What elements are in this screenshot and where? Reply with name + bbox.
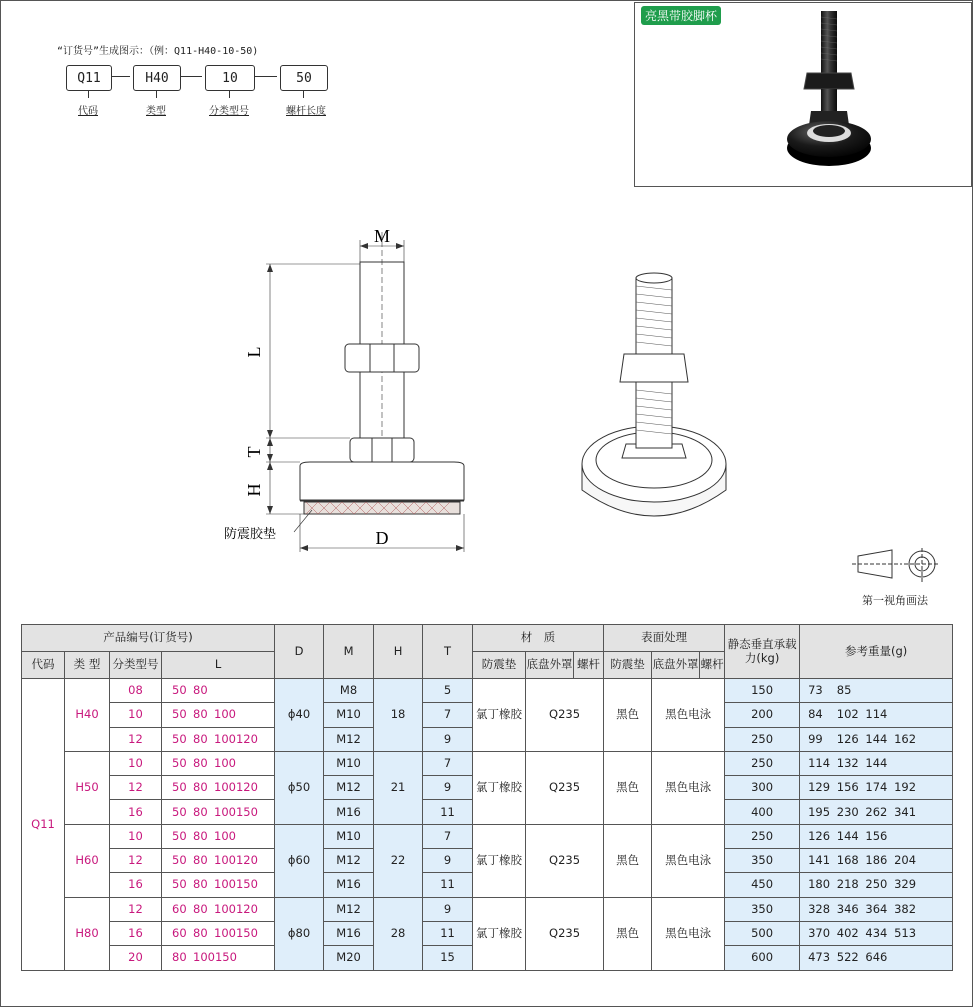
dim-label-L: L: [244, 346, 264, 358]
tick: [156, 90, 157, 98]
weight-value: 129: [808, 780, 831, 795]
L-value: 60: [172, 901, 187, 916]
L-value: 100: [214, 901, 236, 916]
cell-mat-cover: Q235: [526, 824, 604, 897]
weight-value: 162: [894, 731, 917, 746]
order-code-title: “订货号”生成图示：（例：Q11-H40-10-50): [57, 46, 259, 57]
cell-L: [162, 824, 275, 848]
label-subtype: 分类型号: [209, 106, 249, 117]
cell-D: ϕ60: [275, 824, 324, 897]
weight-value: 102: [836, 707, 859, 722]
L-value: 80: [193, 828, 208, 843]
cell-load: 500: [725, 921, 800, 945]
weight-value: 434: [865, 926, 888, 940]
weight-value: 141: [808, 853, 831, 868]
cell-T: 11: [423, 800, 473, 824]
cell-sur-pad: 黑色: [604, 824, 652, 897]
tick: [88, 90, 89, 98]
header-mat-cover: 底盘外罩: [526, 652, 574, 679]
cell-load: 200: [725, 703, 800, 727]
weight-value: 402: [836, 926, 859, 940]
cell-T: 7: [423, 751, 473, 775]
cell-load: 600: [725, 946, 800, 970]
header-sur-pad: 防震垫: [604, 652, 652, 679]
cell-T: 5: [423, 679, 473, 703]
code-box-subtype: 10: [205, 65, 255, 91]
cell-weight: [800, 946, 953, 970]
header-M: M: [324, 625, 374, 679]
L-value: 80: [193, 804, 208, 819]
L-value: 50: [172, 853, 187, 868]
cell-weight: [800, 751, 953, 775]
weight-value: 204: [894, 853, 917, 868]
cell-subtype: 10: [110, 703, 162, 727]
weight-value: 144: [836, 828, 859, 843]
cell-weight: [800, 679, 953, 703]
weight-value: 192: [894, 780, 917, 795]
L-value: 120: [235, 731, 258, 746]
L-value: 100: [214, 853, 236, 868]
header-H: H: [374, 625, 423, 679]
weight-value: 329: [894, 877, 917, 892]
L-value: 150: [235, 804, 258, 819]
spec-table: [21, 624, 953, 971]
weight-value: 328: [808, 901, 831, 916]
cell-L: [162, 776, 275, 800]
header-weight: 参考重量(g): [800, 625, 953, 679]
dash: [255, 76, 277, 77]
weight-value: 646: [865, 950, 888, 965]
cell-H: 21: [374, 751, 423, 824]
weight-value: 341: [894, 804, 917, 819]
L-value: 80: [193, 707, 208, 722]
cell-sur-pad: 黑色: [604, 751, 652, 824]
dim-label-D: D: [375, 528, 389, 548]
weight-value: 126: [808, 828, 831, 843]
table-row: [22, 679, 953, 703]
L-value: 80: [193, 683, 208, 698]
weight-value: 114: [808, 755, 831, 770]
cell-T: 9: [423, 776, 473, 800]
cell-sur-cover: 黑色电泳: [652, 897, 725, 970]
cell-weight: [800, 873, 953, 897]
L-value: 50: [172, 731, 187, 746]
header-load: 静态垂直承载力(kg): [725, 625, 800, 679]
cell-load: 350: [725, 849, 800, 873]
cell-L: [162, 800, 275, 824]
weight-value: 132: [836, 755, 859, 770]
cell-type: H80: [65, 897, 110, 970]
cell-load: 300: [725, 776, 800, 800]
cell-M: M12: [324, 727, 374, 751]
weight-value: 73: [808, 683, 823, 698]
weight-value: 168: [836, 853, 859, 868]
L-value: 80: [193, 901, 208, 916]
cell-sur-pad: 黑色: [604, 679, 652, 752]
cell-M: M16: [324, 921, 374, 945]
cell-subtype: 10: [110, 751, 162, 775]
leveling-foot-photo: [635, 3, 971, 186]
cell-L: [162, 921, 275, 945]
cell-M: M8: [324, 679, 374, 703]
cell-subtype: 20: [110, 946, 162, 970]
cell-load: 350: [725, 897, 800, 921]
cell-T: 9: [423, 849, 473, 873]
cell-L: [162, 873, 275, 897]
weight-value: 382: [894, 901, 917, 916]
header-subtype: 分类型号: [110, 652, 162, 679]
cell-subtype: 12: [110, 727, 162, 751]
L-value: 100: [214, 828, 236, 843]
cell-mat-cover: Q235: [526, 751, 604, 824]
projection-label: 第一视角画法: [862, 594, 928, 607]
cell-L: [162, 679, 275, 703]
cell-M: M20: [324, 946, 374, 970]
cell-mat-pad: 氯丁橡胶: [473, 751, 526, 824]
technical-drawing: [220, 222, 760, 562]
cell-T: 7: [423, 824, 473, 848]
cell-M: M16: [324, 800, 374, 824]
cell-sur-cover: 黑色电泳: [652, 824, 725, 897]
weight-value: 85: [836, 683, 852, 698]
L-value: 80: [193, 877, 208, 892]
cell-subtype: 16: [110, 921, 162, 945]
L-value: 50: [172, 804, 187, 819]
L-value: 120: [235, 780, 258, 795]
cell-sur-cover: 黑色电泳: [652, 751, 725, 824]
table-row: [22, 824, 953, 848]
pad-label: 防震胶垫: [224, 526, 277, 541]
weight-value: 346: [836, 901, 859, 916]
product-photo-frame: [634, 2, 972, 187]
weight-value: 195: [808, 804, 831, 819]
L-value: 80: [193, 755, 208, 770]
weight-value: 230: [836, 804, 859, 819]
cell-subtype: 16: [110, 800, 162, 824]
weight-value: 522: [836, 950, 859, 965]
cell-M: M12: [324, 849, 374, 873]
weight-value: 114: [865, 707, 888, 722]
dim-label-H: H: [244, 483, 264, 497]
L-value: 50: [172, 707, 187, 722]
cell-L: [162, 703, 275, 727]
L-value: 80: [193, 780, 208, 795]
cell-T: 9: [423, 727, 473, 751]
header-D: D: [275, 625, 324, 679]
cell-M: M12: [324, 897, 374, 921]
code-box-type: H40: [133, 65, 181, 91]
label-code: 代码: [78, 106, 98, 117]
cell-subtype: 12: [110, 897, 162, 921]
cell-sur-pad: 黑色: [604, 897, 652, 970]
L-value: 150: [214, 950, 237, 965]
cell-subtype: 12: [110, 849, 162, 873]
L-value: 50: [172, 683, 187, 698]
weight-value: 364: [865, 901, 888, 916]
L-value: 50: [172, 755, 187, 770]
header-T: T: [423, 625, 473, 679]
cell-T: 11: [423, 921, 473, 945]
code-box-code: Q11: [66, 65, 112, 91]
L-value: 100: [214, 731, 236, 746]
cell-T: 11: [423, 873, 473, 897]
header-mat-screw: 螺杆: [574, 652, 604, 679]
weight-value: 156: [865, 828, 888, 843]
dash: [112, 76, 130, 77]
cell-M: M10: [324, 751, 374, 775]
cell-type: H50: [65, 751, 110, 824]
weight-value: 262: [865, 804, 888, 819]
cell-M: M10: [324, 703, 374, 727]
dash: [181, 76, 202, 77]
weight-value: 84: [808, 707, 823, 722]
cell-weight: [800, 703, 953, 727]
weight-value: 473: [808, 950, 831, 965]
weight-value: 156: [836, 780, 859, 795]
header-mat-pad: 防震垫: [473, 652, 526, 679]
L-value: 80: [193, 731, 208, 746]
cell-M: M16: [324, 873, 374, 897]
L-value: 100: [214, 804, 236, 819]
cell-D: ϕ80: [275, 897, 324, 970]
first-angle-projection-icon: [852, 546, 942, 586]
cell-H: 28: [374, 897, 423, 970]
cell-mat-cover: Q235: [526, 679, 604, 752]
L-value: 80: [172, 950, 187, 965]
cell-load: 250: [725, 727, 800, 751]
L-value: 50: [172, 828, 187, 843]
cell-M: M10: [324, 824, 374, 848]
table-row: [22, 751, 953, 775]
L-value: 80: [193, 853, 208, 868]
L-value: 120: [235, 901, 258, 916]
code-box-length: 50: [280, 65, 328, 91]
weight-value: 126: [836, 731, 859, 746]
weight-value: 218: [836, 877, 859, 892]
cell-load: 250: [725, 751, 800, 775]
header-sur-cover: 底盘外罩: [652, 652, 700, 679]
header-L: L: [162, 652, 275, 679]
cell-load: 250: [725, 824, 800, 848]
weight-value: 144: [865, 755, 888, 770]
L-value: 60: [172, 926, 187, 940]
cell-subtype: 16: [110, 873, 162, 897]
header-type: 类 型: [65, 652, 110, 679]
cell-code: Q11: [22, 679, 65, 971]
cell-weight: [800, 776, 953, 800]
cell-subtype: 12: [110, 776, 162, 800]
L-value: 100: [214, 780, 236, 795]
spec-table-body: [22, 679, 953, 971]
table-row: [22, 897, 953, 921]
header-material: 材 质: [473, 625, 604, 652]
cell-L: [162, 849, 275, 873]
cell-T: 7: [423, 703, 473, 727]
cell-subtype: 10: [110, 824, 162, 848]
header-product-code: 产品编号(订货号): [22, 625, 275, 652]
L-value: 100: [214, 755, 236, 770]
L-value: 100: [214, 707, 236, 722]
L-value: 150: [235, 877, 258, 892]
cell-subtype: 08: [110, 679, 162, 703]
cell-mat-pad: 氯丁橡胶: [473, 897, 526, 970]
L-value: 50: [172, 877, 187, 892]
weight-value: 99: [808, 731, 823, 746]
header-surface: 表面处理: [604, 625, 725, 652]
header-sur-screw: 螺杆: [700, 652, 725, 679]
cell-H: 22: [374, 824, 423, 897]
cell-T: 9: [423, 897, 473, 921]
L-value: 80: [193, 926, 208, 940]
cell-D: ϕ50: [275, 751, 324, 824]
cell-mat-cover: Q235: [526, 897, 604, 970]
weight-value: 144: [865, 731, 888, 746]
cell-D: ϕ40: [275, 679, 324, 752]
dim-label-M: M: [373, 226, 391, 246]
weight-value: 513: [894, 926, 917, 940]
cell-weight: [800, 800, 953, 824]
photo-badge: 亮黑带胶脚杯: [641, 6, 721, 25]
cell-weight: [800, 824, 953, 848]
iso-view: [582, 273, 726, 516]
cell-type: H40: [65, 679, 110, 752]
weight-value: 180: [808, 877, 831, 892]
L-value: 50: [172, 780, 187, 795]
cell-type: H60: [65, 824, 110, 897]
cell-sur-cover: 黑色电泳: [652, 679, 725, 752]
cell-L: [162, 946, 275, 970]
weight-value: 186: [865, 853, 888, 868]
weight-value: 174: [865, 780, 888, 795]
cell-mat-pad: 氯丁橡胶: [473, 824, 526, 897]
cell-weight: [800, 897, 953, 921]
cell-weight: [800, 727, 953, 751]
weight-value: 250: [865, 877, 888, 892]
dim-label-T: T: [244, 446, 264, 458]
label-type: 类型: [146, 106, 166, 117]
cell-M: M12: [324, 776, 374, 800]
cell-L: [162, 897, 275, 921]
L-value: 100: [214, 877, 236, 892]
cell-T: 15: [423, 946, 473, 970]
L-value: 100: [193, 950, 215, 965]
L-value: 120: [235, 853, 258, 868]
cell-weight: [800, 849, 953, 873]
cell-weight: [800, 921, 953, 945]
cell-load: 150: [725, 679, 800, 703]
label-screw-length: 螺杆长度: [286, 106, 326, 117]
cell-mat-pad: 氯丁橡胶: [473, 679, 526, 752]
weight-value: 370: [808, 926, 831, 940]
cell-load: 450: [725, 873, 800, 897]
cell-L: [162, 727, 275, 751]
tick: [303, 90, 304, 98]
header-code: 代码: [22, 652, 65, 679]
tick: [229, 90, 230, 98]
cell-load: 400: [725, 800, 800, 824]
cell-H: 18: [374, 679, 423, 752]
cell-L: [162, 751, 275, 775]
L-value: 100: [214, 926, 236, 940]
L-value: 150: [235, 926, 258, 940]
